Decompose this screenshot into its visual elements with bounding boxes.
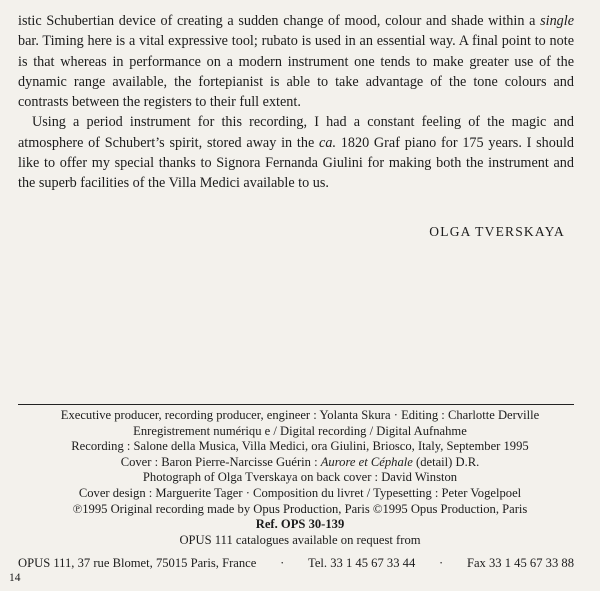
paragraph-2	[18, 112, 574, 193]
page-number: 14	[9, 572, 21, 584]
credit-design: Cover design : Marguerite Tager · Composition du livret / Typesetting : Peter Vogelpoel	[78, 485, 522, 500]
address-tel: Tel. 33 1 45 67 33 44	[308, 556, 416, 570]
credit-cover	[0, 455, 600, 471]
paragraph-1-italic: single	[540, 13, 574, 29]
paragraph-1-text-end: bar. Timing here is a vital expressive tool; rubato is used in an essential way. A final point to note is that whereas in performance on a modern instrument one tends to make greater use of the dynamic range available, the fortepianist is able to take advantage of the tone colours and contrasts between the registers to their full extent.	[18, 33, 574, 111]
address-separator: ·	[439, 556, 444, 570]
divider-rule	[18, 404, 574, 405]
address-separator: ·	[280, 556, 285, 570]
credit-cover-title: Aurore et Céphale	[320, 454, 413, 469]
liner-notes-text	[18, 11, 574, 194]
paragraph-2-text-end: 1820 Graf piano for 175 years. I should like to offer my special thanks to Signora Fernanda Giulini for making both the instrument and the superb facilities of the Villa Medici available to us.	[18, 134, 574, 192]
credit-reference: Ref. OPS 30-139	[255, 517, 345, 532]
paragraph-2-italic: ca.	[319, 134, 336, 151]
credit-digital: Enregistrement numériqu e / Digital recording / Digital Aufnahme	[133, 423, 467, 438]
address-fax: Fax 33 1 45 67 33 88	[466, 556, 574, 570]
credit-recording: Recording : Salone della Musica, Villa Medici, ora Giulini, Briosco, Italy, September 1995	[71, 439, 529, 454]
paragraph-1-text: istic Schubertian device of creating a sudden change of mood, colour and shade within a	[18, 13, 536, 29]
credit-copyright: ℗1995 Original recording made by Opus Production, Paris ©1995 Opus Production, Paris	[72, 501, 528, 516]
paragraph-1	[18, 11, 574, 112]
credit-catalogue: OPUS 111 catalogues available on request from	[179, 532, 421, 547]
credit-producer: Executive producer, recording producer, engineer : Yolanta Skura · Editing : Charlotte Derville	[60, 408, 540, 422]
credits-block	[0, 408, 600, 548]
credit-cover-suffix: (detail) D.R.	[416, 454, 480, 469]
publisher-address	[18, 556, 574, 571]
address-street: OPUS 111, 37 rue Blomet, 75015 Paris, France	[18, 556, 257, 570]
author-signature: OLGA TVERSKAYA	[429, 224, 565, 239]
credit-photograph: Photograph of Olga Tverskaya on back cover : David Winston	[142, 470, 458, 485]
paragraph-2-text: Using a period instrument for this recording, I had a constant feeling of the magic and atmosphere of Schubert’s spirit, stored away in the	[18, 114, 574, 151]
credit-cover-prefix: Cover : Baron Pierre-Narcisse Guérin :	[120, 454, 318, 469]
